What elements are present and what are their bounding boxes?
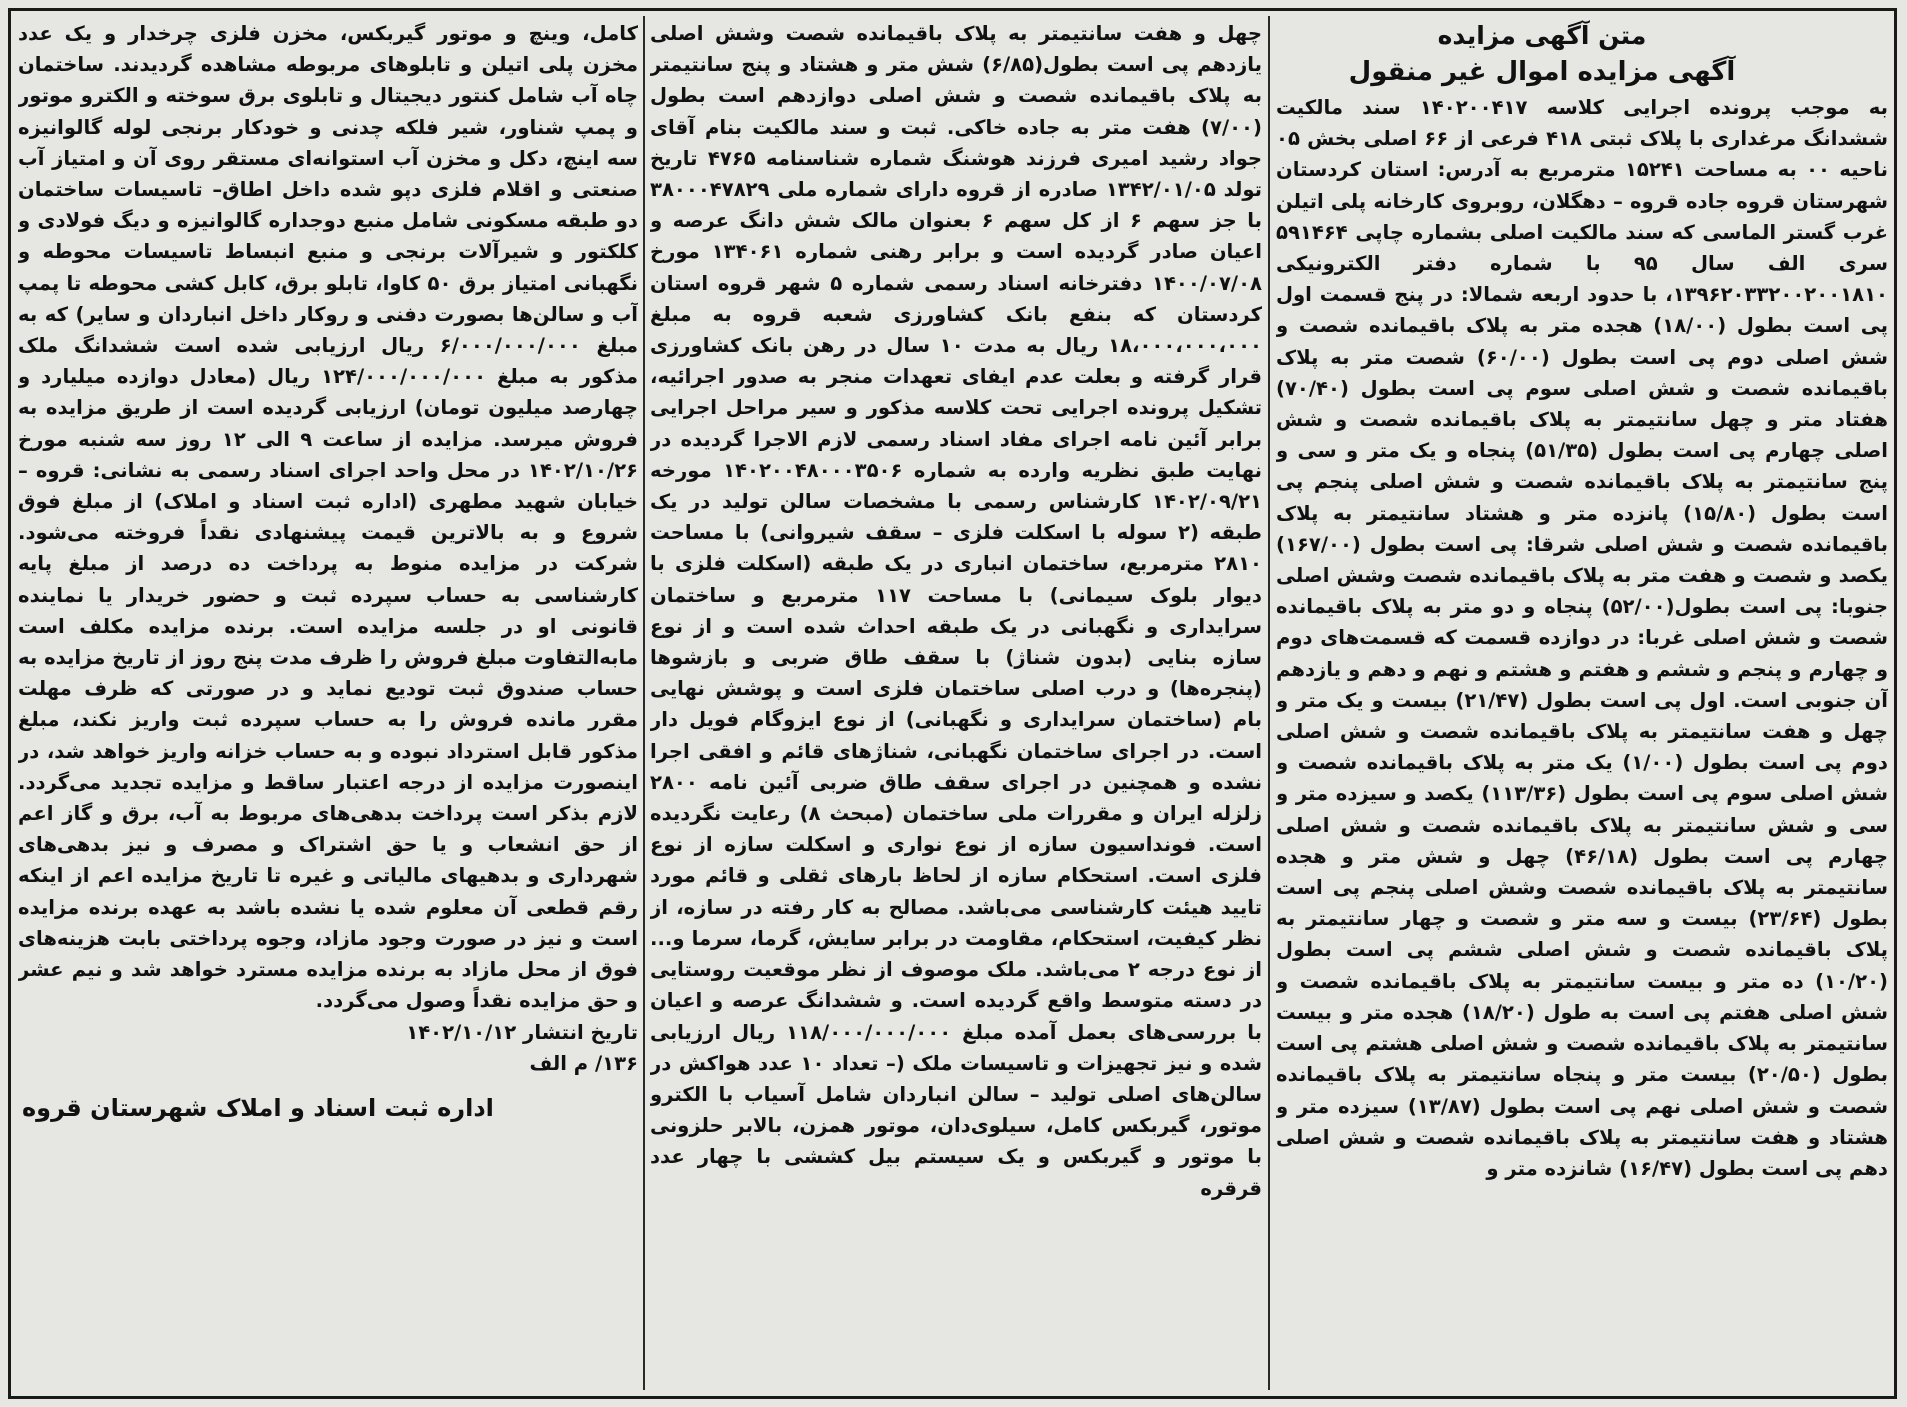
notice-title: آگهی مزایده اموال غیر منقول — [1348, 57, 1736, 87]
notice-column-middle — [650, 18, 1262, 1388]
notice-body-part-2: چهل و هفت سانتیمتر به پلاک باقیمانده شصت وشش اصلی یازدهم پی است بطول(۶/۸۵) شش متر و هشتاد و پنج سانتیمتر به پلاک باقیمانده شصت و شش اصلی دوازدهم است بطول (۷/۰۰) هفت متر به جاده خاکی. ثبت و سند مالکیت بنام آقای جواد رشید امیری فرزند هوشنگ شماره شناسنامه ۴۷۶۵ تاریخ تولد ۱۳۴۲/۰۱/۰۵ صادره از قروه دارای شماره ملی ۳۸۰۰۰۴۷۸۲۹ با جز سهم ۶ از کل سهم ۶ بعنوان مالک شش دانگ عرصه و اعیان صادر گردیده است و برابر رهنی شماره ۱۳۴۰۶۱ مورخ ۱۴۰۰/۰۷/۰۸ دفترخانه اسناد رسمی شماره ۵ شهر قروه استان کردستان که بنفع بانک کشاورزی شعبه قروه به مبلغ ۱۸،۰۰۰،۰۰۰،۰۰۰ ریال به مدت ۱۰ سال در رهن بانک کشاورزی قرار گرفته و بعلت عدم ایفای تعهدات منجر به صدور اجرائیه، تشکیل پرونده اجرایی تحت کلاسه مذکور و سیر مراحل اجرایی برابر آئین نامه اجرای مفاد اسناد رسمی لازم الاجرا گردیده در نهایت طبق نظریه وارده به شماره ۱۴۰۲۰۰۴۸۰۰۰۳۵۰۶ مورخه ۱۴۰۲/۰۹/۲۱ کارشناس رسمی با مشخصات سالن تولید در یک طبقه (۲ سوله با اسکلت فلزی – سقف شیروانی) با مساحت ۲۸۱۰ مترمربع، ساختمان انباری در یک طبقه (اسکلت فلزی با دیوار بلوک سیمانی) با مساحت ۱۱۷ مترمربع و ساختمان سرایداری و نگهبانی در یک طبقه احداث شده است و از نوع سازه بنایی (بدون شناژ) با سقف طاق ضربی و بازشوها (پنجره‌ها) و درب اصلی ساختمان فلزی است و پوشش نهایی بام (ساختمان سرایداری و نگهبانی) از نوع ایزوگام فویل دار است. در اجرای ساختمان نگهبانی، شناژهای قائم و افقی اجرا نشده و همچنین در اجرای سقف طاق ضربی آئین نامه ۲۸۰۰ زلزله ایران و مقررات ملی ساختمان (مبحث ۸) رعایت نگردیده است. فونداسیون سازه از نوع نواری و اسکلت سازه از نوع فلزی است. استحکام سازه از لحاظ بارهای ثقلی و قائم مورد تایید هیئت کارشناسی می‌باشد. مصالح به کار رفته در سازه، از نظر کیفیت، استحکام، مقاومت در برابر سایش، گرما، سرما و... از نوع درجه ۲ می‌باشد. ملک موصوف از نظر موقعیت روستایی در دسته متوسط واقع گردیده است. و ششدانگ عرصه و اعیان با بررسی‌های بعمل آمده مبلغ ۱۱۸/۰۰۰/۰۰۰/۰۰۰ ریال ارزیابی شده و نیز تجهیزات و تاسیسات ملک (– تعداد ۱۰ عدد هواکش در سالن‌های اصلی تولید – سالن انباردان شامل آسیاب با الکترو موتور، گیربکس کامل، سیلوی‌دان، موتور همزن، بالابر حلزونی با موتور و گیربکس و یک سیستم بیل کششی با چهار عدد قرقره — [650, 22, 1262, 1200]
reference-code: ۱۳۶/ م الف — [529, 1051, 638, 1075]
notice-heading: متن آگهی مزایده — [1437, 21, 1647, 50]
notice-column-left — [18, 18, 638, 1388]
column-separator — [1268, 16, 1270, 1390]
publish-date: تاریخ انتشار ۱۴۰۲/۱۰/۱۲ — [406, 1020, 638, 1044]
notice-body-part-3: کامل، وینچ و موتور گیربکس، مخزن فلزی چرخدار و یک عدد مخزن پلی اتیلن و تابلوهای مربوطه مشاهده گردیدند. ساختمان چاه آب شامل کنتور دیجیتال و تابلوی برق سوخته و الکترو موتور و پمپ شناور، شیر فلکه چدنی و خودکار برنجی لوله گالوانیزه سه اینچ، دکل و مخزن آب استوانه‌ای مستقر روی آن و امتیاز آب صنعتی و اقلام فلزی دپو شده داخل اطاق– تاسیسات ساختمان دو طبقه مسکونی شامل منبع دوجداره گالوانیزه و دیگ فولادی و کلکتور و شیرآلات برنجی و منبع انبساط تاسیسات محوطه و نگهبانی امتیاز برق ۵۰ کاوا، تابلو برق، کابل کشی محوطه تا پمپ آب و سالن‌ها بصورت دفنی و روکار داخل انباردان و سایر) که به مبلغ ۶/۰۰۰/۰۰۰/۰۰۰ ریال ارزیابی شده است ششدانگ ملک مذکور به مبلغ ۱۲۴/۰۰۰/۰۰۰/۰۰۰ ریال (معادل دوازده میلیارد و چهارصد میلیون تومان) ارزیابی گردیده است از طریق مزایده به فروش میرسد. مزایده از ساعت ۹ الی ۱۲ روز سه شنبه مورخ ۱۴۰۲/۱۰/۲۶ در محل واحد اجرای اسناد رسمی به نشانی: قروه – خیابان شهید مطهری (اداره ثبت اسناد و املاک) از مبلغ فوق شروع و به بالاترین قیمت پیشنهادی نقداً فروخته می‌شود. شرکت در مزایده منوط به پرداخت ده درصد از مبلغ پایه کارشناسی به حساب سپرده ثبت و حضور خریدار یا نماینده قانونی او در جلسه مزایده است. برنده مزایده مکلف است مابه‌التفاوت مبلغ فروش را ظرف مدت پنج روز از تاریخ مزایده به حساب صندوق ثبت تودیع نماید و در صورتی که ظرف مهلت مقرر مانده فروش را به حساب سپرده ثبت واریز نکند، مبلغ مذکور قابل استرداد نبوده و به حساب خزانه واریز خواهد شد، در اینصورت مزایده از درجه اعتبار ساقط و مزایده تجدید می‌گردد. لازم بذکر است پرداخت بدهی‌های مربوط به آب، برق و گاز اعم از حق انشعاب و یا حق اشتراک و مصرف و نیز بدهی‌های شهرداری و بدهیهای مالیاتی و غیره تا تاریخ مزایده اعم از اینکه رقم قطعی آن معلوم شده یا نشده باشد به عهده برنده مزایده است و نیز در صورت وجود مازاد، وجوه پرداختی بابت هزینه‌های فوق از محل مازاد به برنده مزایده مسترد خواهد شد و نیم عشر و حق مزایده نقداً وصول می‌گردد. — [18, 22, 638, 1013]
notice-column-right — [1276, 18, 1888, 1388]
column-separator — [643, 16, 645, 1390]
issuer-signature: اداره ثبت اسناد و املاک شهرستان قروه — [22, 1093, 494, 1122]
notice-body-part-1: به موجب پرونده اجرایی کلاسه ۱۴۰۲۰۰۴۱۷ سند مالکیت ششدانگ مرغداری با پلاک ثبتی ۴۱۸ فرعی از ۶۶ اصلی بخش ۰۵ ناحیه ۰۰ به مساحت ۱۵۲۴۱ مترمربع به آدرس: استان کردستان شهرستان قروه جاده قروه – دهگلان، روبروی کارخانه پلی اتیلن غرب گستر الماسی که سند مالکیت اصلی بشماره چاپی ۵۹۱۴۶۴ سری الف سال ۹۵ با شماره دفتر الکترونیکی ۱۳۹۶۲۰۳۳۲۰۰۲۰۰۱۸۱۰، با حدود اربعه شمالا: در پنج قسمت اول پی است بطول (۱۸/۰۰) هجده متر به پلاک باقیمانده شصت و شش اصلی دوم پی است بطول (۶۰/۰۰) شصت متر به پلاک باقیمانده شصت و شش اصلی سوم پی است بطول (۷۰/۴۰) هفتاد متر و چهل سانتیمتر به پلاک باقیمانده شصت و شش اصلی چهارم پی است بطول (۵۱/۳۵) پنجاه و یک متر و سی و پنج سانتیمتر به پلاک باقیمانده شصت و شش اصلی پنجم پی است بطول (۱۵/۸۰) پانزده متر و هشتاد سانتیمتر به پلاک باقیمانده شصت و شش اصلی شرقا: پی است بطول (۱۶۷/۰۰) یکصد و شصت و هفت متر به پلاک باقیمانده شصت وشش اصلی جنوبا: پی است بطول(۵۲/۰۰) پنجاه و دو متر به پلاک باقیمانده شصت و شش اصلی غربا: در دوازده قسمت که قسمت‌های دوم و چهارم و پنجم و ششم و هفتم و هشتم و نهم و دهم و یازدهم آن جنوبی است. اول پی است بطول (۲۱/۴۷) بیست و یک متر و چهل و هفت سانتیمتر به پلاک باقیمانده شصت و شش اصلی دوم پی است بطول (۱/۰۰) یک متر به پلاک باقیمانده شصت و شش اصلی سوم پی است بطول (۱۱۳/۳۶) یکصد و سیزده متر و سی و شش سانتیمتر به پلاک باقیمانده شصت و شش اصلی چهارم پی است بطول (۴۶/۱۸) چهل و شش متر و هجده سانتیمتر به پلاک باقیمانده شصت وشش اصلی پنجم پی است بطول (۲۳/۶۴) بیست و سه متر و شصت و چهار سانتیمتر به پلاک باقیمانده شصت و شش اصلی ششم پی است بطول (۱۰/۲۰) ده متر و بیست سانتیمتر به پلاک باقیمانده شصت و شش اصلی هفتم پی است به طول (۱۸/۲۰) هجده متر و بیست سانتیمتر به پلاک باقیمانده شصت و شش اصلی هشتم پی است بطول (۲۰/۵۰) بیست متر و پنجاه سانتیمتر به پلاک باقیمانده شصت و شش اصلی نهم پی است بطول (۱۳/۸۷) سیزده متر و هشتاد و هفت سانتیمتر به پلاک باقیمانده شصت و شش اصلی دهم پی است بطول (۱۶/۴۷) شانزده متر و — [1276, 96, 1888, 1180]
